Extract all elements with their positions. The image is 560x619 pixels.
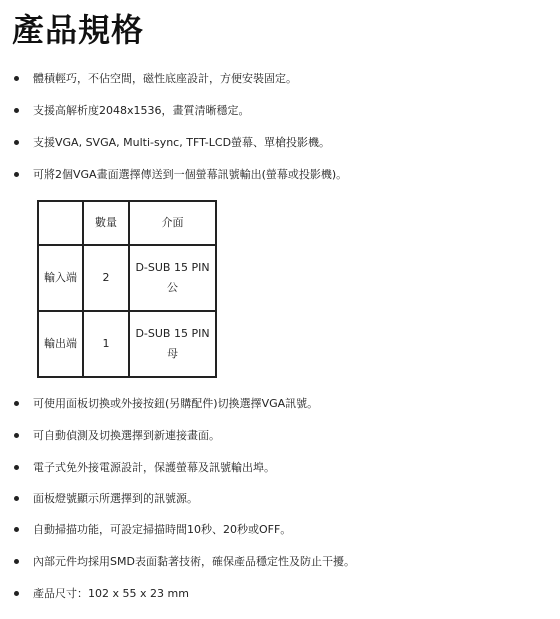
table-row xyxy=(38,311,216,377)
list-item xyxy=(14,429,220,443)
list-item xyxy=(14,136,330,150)
table-row xyxy=(38,245,216,311)
bullet-icon xyxy=(14,465,19,470)
bullet-icon xyxy=(14,76,19,81)
bullet-icon xyxy=(14,559,19,564)
list-item xyxy=(14,397,318,411)
list-item-text: 支援VGA, SVGA, Multi-sync, TFT-LCD螢幕、單槍投影機。 xyxy=(33,136,331,149)
list-item-text: 體積輕巧，不佔空間，磁性底座設計，方便安裝固定。 xyxy=(33,72,297,85)
table-row-label: 輸入端 xyxy=(38,245,83,311)
list-item xyxy=(14,587,189,601)
table-cell-qty: 2 xyxy=(83,245,129,311)
table-cell-interface xyxy=(129,245,216,311)
spec-table xyxy=(37,200,217,378)
bullet-icon xyxy=(14,527,19,532)
list-item xyxy=(14,72,297,86)
bullet-icon xyxy=(14,172,19,177)
interface-line: 母 xyxy=(167,347,178,360)
table-header-row xyxy=(38,201,216,245)
list-item xyxy=(14,523,291,537)
bullet-icon xyxy=(14,401,19,406)
table-header-cell: 數量 xyxy=(83,201,129,245)
page-title: 產品規格 xyxy=(12,11,145,49)
list-item-text: 產品尺寸：102 x 55 x 23 mm xyxy=(33,587,189,600)
bullet-icon xyxy=(14,108,19,113)
list-item-text: 可將2個VGA畫面選擇傳送到一個螢幕訊號輸出(螢幕或投影機)。 xyxy=(33,168,348,181)
list-item-text: 可使用面板切換或外接按鈕(另購配件)切換選擇VGA訊號。 xyxy=(33,397,319,410)
table-cell-qty: 1 xyxy=(83,311,129,377)
list-item-text: 自動掃描功能，可設定掃描時間10秒、20秒或OFF。 xyxy=(33,523,292,536)
bullet-icon xyxy=(14,496,19,501)
list-item-text: 可自動偵測及切換選擇到新連接畫面。 xyxy=(33,429,220,442)
list-item xyxy=(14,461,275,475)
bullet-icon xyxy=(14,140,19,145)
interface-line: D-SUB 15 PIN xyxy=(135,261,210,274)
bullet-icon xyxy=(14,591,19,596)
list-item xyxy=(14,168,347,182)
table-header-cell xyxy=(38,201,83,245)
list-item-text: 面板燈號顯示所選擇到的訊號源。 xyxy=(33,492,198,505)
list-item xyxy=(14,492,198,506)
bullet-icon xyxy=(14,433,19,438)
table-row-label: 輸出端 xyxy=(38,311,83,377)
list-item-text: 電子式免外接電源設計，保護螢幕及訊號輸出埠。 xyxy=(33,461,275,474)
table-cell-interface xyxy=(129,311,216,377)
interface-line: 公 xyxy=(167,281,178,294)
list-item xyxy=(14,555,355,569)
table-header-cell: 介面 xyxy=(129,201,216,245)
interface-line: D-SUB 15 PIN xyxy=(135,327,210,340)
list-item-text: 內部元件均採用SMD表面黏著技術，確保產品穩定性及防止干擾。 xyxy=(33,555,355,568)
list-item xyxy=(14,104,250,118)
list-item-text: 支援高解析度2048x1536，畫質清晰穩定。 xyxy=(33,104,250,117)
